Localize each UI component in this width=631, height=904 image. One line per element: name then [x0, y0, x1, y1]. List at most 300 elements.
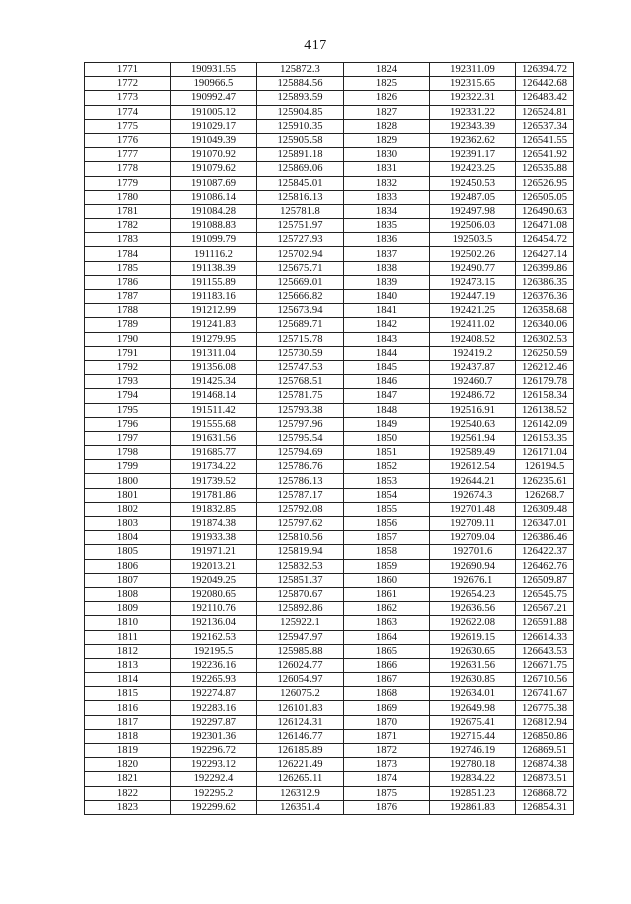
point-number-cell: 1834 [344, 204, 430, 218]
point-number-cell: 1808 [85, 587, 171, 601]
point-number-cell: 1785 [85, 261, 171, 275]
point-number-cell: 1801 [85, 488, 171, 502]
x-coordinate-cell: 191116.2 [171, 247, 257, 261]
point-number-cell: 1855 [344, 502, 430, 516]
point-number-cell: 1872 [344, 744, 430, 758]
x-coordinate-cell: 191005.12 [171, 105, 257, 119]
x-coordinate-cell: 192311.09 [430, 63, 516, 77]
point-number-cell: 1853 [344, 474, 430, 488]
y-coordinate-cell: 126614.33 [516, 630, 574, 644]
table-row [85, 431, 574, 445]
y-coordinate-cell: 126158.34 [516, 389, 574, 403]
point-number-cell: 1844 [344, 346, 430, 360]
table-row [85, 573, 574, 587]
y-coordinate-cell: 125797.96 [257, 417, 344, 431]
x-coordinate-cell: 192636.56 [430, 602, 516, 616]
y-coordinate-cell: 125816.13 [257, 190, 344, 204]
y-coordinate-cell: 126710.56 [516, 673, 574, 687]
y-coordinate-cell: 126741.67 [516, 687, 574, 701]
table-row [85, 616, 574, 630]
table-row [85, 417, 574, 431]
x-coordinate-cell: 192408.52 [430, 332, 516, 346]
y-coordinate-cell: 125673.94 [257, 304, 344, 318]
point-number-cell: 1863 [344, 616, 430, 630]
y-coordinate-cell: 126775.38 [516, 701, 574, 715]
table-row [85, 658, 574, 672]
y-coordinate-cell: 126250.59 [516, 346, 574, 360]
point-number-cell: 1775 [85, 119, 171, 133]
y-coordinate-cell: 125922.1 [257, 616, 344, 630]
x-coordinate-cell: 190992.47 [171, 91, 257, 105]
point-number-cell: 1811 [85, 630, 171, 644]
table-row [85, 148, 574, 162]
y-coordinate-cell: 126075.2 [257, 687, 344, 701]
x-coordinate-cell: 192296.72 [171, 744, 257, 758]
table-row [85, 800, 574, 814]
y-coordinate-cell: 125905.58 [257, 133, 344, 147]
point-number-cell: 1797 [85, 431, 171, 445]
point-number-cell: 1847 [344, 389, 430, 403]
x-coordinate-cell: 192676.1 [430, 573, 516, 587]
table-row [85, 162, 574, 176]
point-number-cell: 1776 [85, 133, 171, 147]
x-coordinate-cell: 192506.03 [430, 219, 516, 233]
table-row [85, 446, 574, 460]
table-row [85, 389, 574, 403]
x-coordinate-cell: 192447.19 [430, 290, 516, 304]
point-number-cell: 1803 [85, 517, 171, 531]
y-coordinate-cell: 125786.76 [257, 460, 344, 474]
table-row [85, 275, 574, 289]
table-row [85, 190, 574, 204]
x-coordinate-cell: 191088.83 [171, 219, 257, 233]
y-coordinate-cell: 126537.34 [516, 119, 574, 133]
point-number-cell: 1816 [85, 701, 171, 715]
x-coordinate-cell: 192675.41 [430, 715, 516, 729]
y-coordinate-cell: 126194.5 [516, 460, 574, 474]
x-coordinate-cell: 192450.53 [430, 176, 516, 190]
x-coordinate-cell: 192654.23 [430, 587, 516, 601]
x-coordinate-cell: 192013.21 [171, 559, 257, 573]
point-number-cell: 1804 [85, 531, 171, 545]
table-row [85, 744, 574, 758]
x-coordinate-cell: 192649.98 [430, 701, 516, 715]
table-row [85, 318, 574, 332]
y-coordinate-cell: 126471.08 [516, 219, 574, 233]
x-coordinate-cell: 191049.39 [171, 133, 257, 147]
table-row [85, 502, 574, 516]
point-number-cell: 1843 [344, 332, 430, 346]
y-coordinate-cell: 126185.89 [257, 744, 344, 758]
x-coordinate-cell: 191279.95 [171, 332, 257, 346]
coordinate-table [84, 62, 574, 815]
y-coordinate-cell: 126567.21 [516, 602, 574, 616]
table-row [85, 247, 574, 261]
x-coordinate-cell: 192634.01 [430, 687, 516, 701]
y-coordinate-cell: 125669.01 [257, 275, 344, 289]
table-row [85, 602, 574, 616]
y-coordinate-cell: 126505.05 [516, 190, 574, 204]
table-row [85, 176, 574, 190]
point-number-cell: 1806 [85, 559, 171, 573]
point-number-cell: 1827 [344, 105, 430, 119]
y-coordinate-cell: 126146.77 [257, 729, 344, 743]
point-number-cell: 1832 [344, 176, 430, 190]
y-coordinate-cell: 125727.93 [257, 233, 344, 247]
y-coordinate-cell: 125786.13 [257, 474, 344, 488]
table-row [85, 587, 574, 601]
x-coordinate-cell: 192295.2 [171, 786, 257, 800]
table-row [85, 304, 574, 318]
x-coordinate-cell: 191425.34 [171, 375, 257, 389]
table-row [85, 63, 574, 77]
table-row [85, 261, 574, 275]
page-number: 417 [304, 38, 327, 53]
y-coordinate-cell: 125904.85 [257, 105, 344, 119]
point-number-cell: 1836 [344, 233, 430, 247]
point-number-cell: 1779 [85, 176, 171, 190]
table-row [85, 715, 574, 729]
point-number-cell: 1810 [85, 616, 171, 630]
point-number-cell: 1817 [85, 715, 171, 729]
y-coordinate-cell: 125675.71 [257, 261, 344, 275]
x-coordinate-cell: 192497.98 [430, 204, 516, 218]
table-row [85, 673, 574, 687]
x-coordinate-cell: 192630.65 [430, 644, 516, 658]
y-coordinate-cell: 126509.87 [516, 573, 574, 587]
x-coordinate-cell: 192049.25 [171, 573, 257, 587]
point-number-cell: 1845 [344, 360, 430, 374]
x-coordinate-cell: 192411.02 [430, 318, 516, 332]
x-coordinate-cell: 191311.04 [171, 346, 257, 360]
y-coordinate-cell: 125832.53 [257, 559, 344, 573]
x-coordinate-cell: 191739.52 [171, 474, 257, 488]
y-coordinate-cell: 125795.54 [257, 431, 344, 445]
x-coordinate-cell: 192630.85 [430, 673, 516, 687]
x-coordinate-cell: 192274.87 [171, 687, 257, 701]
point-number-cell: 1794 [85, 389, 171, 403]
y-coordinate-cell: 125797.62 [257, 517, 344, 531]
table-row [85, 375, 574, 389]
y-coordinate-cell: 125747.53 [257, 360, 344, 374]
x-coordinate-cell: 192644.21 [430, 474, 516, 488]
x-coordinate-cell: 192631.56 [430, 658, 516, 672]
table-row [85, 77, 574, 91]
x-coordinate-cell: 190966.5 [171, 77, 257, 91]
y-coordinate-cell: 126454.72 [516, 233, 574, 247]
point-number-cell: 1772 [85, 77, 171, 91]
table-row [85, 488, 574, 502]
point-number-cell: 1815 [85, 687, 171, 701]
y-coordinate-cell: 126868.72 [516, 786, 574, 800]
point-number-cell: 1800 [85, 474, 171, 488]
y-coordinate-cell: 126347.01 [516, 517, 574, 531]
y-coordinate-cell: 126302.53 [516, 332, 574, 346]
x-coordinate-cell: 190931.55 [171, 63, 257, 77]
table-row [85, 531, 574, 545]
point-number-cell: 1842 [344, 318, 430, 332]
point-number-cell: 1820 [85, 758, 171, 772]
x-coordinate-cell: 192419.2 [430, 346, 516, 360]
x-coordinate-cell: 192343.39 [430, 119, 516, 133]
x-coordinate-cell: 192162.53 [171, 630, 257, 644]
point-number-cell: 1823 [85, 800, 171, 814]
point-number-cell: 1786 [85, 275, 171, 289]
point-number-cell: 1773 [85, 91, 171, 105]
x-coordinate-cell: 192540.63 [430, 417, 516, 431]
x-coordinate-cell: 192589.49 [430, 446, 516, 460]
point-number-cell: 1848 [344, 403, 430, 417]
x-coordinate-cell: 192780.18 [430, 758, 516, 772]
y-coordinate-cell: 126153.35 [516, 431, 574, 445]
x-coordinate-cell: 192299.62 [171, 800, 257, 814]
x-coordinate-cell: 191631.56 [171, 431, 257, 445]
point-number-cell: 1858 [344, 545, 430, 559]
point-number-cell: 1838 [344, 261, 430, 275]
point-number-cell: 1865 [344, 644, 430, 658]
y-coordinate-cell: 126212.46 [516, 360, 574, 374]
y-coordinate-cell: 126541.55 [516, 133, 574, 147]
y-coordinate-cell: 126483.42 [516, 91, 574, 105]
x-coordinate-cell: 192292.4 [171, 772, 257, 786]
x-coordinate-cell: 192622.08 [430, 616, 516, 630]
y-coordinate-cell: 125851.37 [257, 573, 344, 587]
y-coordinate-cell: 125689.71 [257, 318, 344, 332]
x-coordinate-cell: 192301.36 [171, 729, 257, 743]
point-number-cell: 1813 [85, 658, 171, 672]
point-number-cell: 1792 [85, 360, 171, 374]
point-number-cell: 1867 [344, 673, 430, 687]
y-coordinate-cell: 126591.88 [516, 616, 574, 630]
y-coordinate-cell: 125985.88 [257, 644, 344, 658]
y-coordinate-cell: 126869.51 [516, 744, 574, 758]
table-row [85, 786, 574, 800]
point-number-cell: 1837 [344, 247, 430, 261]
x-coordinate-cell: 191734.22 [171, 460, 257, 474]
point-number-cell: 1868 [344, 687, 430, 701]
x-coordinate-cell: 192701.48 [430, 502, 516, 516]
x-coordinate-cell: 191685.77 [171, 446, 257, 460]
y-coordinate-cell: 126221.49 [257, 758, 344, 772]
y-coordinate-cell: 125947.97 [257, 630, 344, 644]
point-number-cell: 1840 [344, 290, 430, 304]
y-coordinate-cell: 126854.31 [516, 800, 574, 814]
x-coordinate-cell: 191070.92 [171, 148, 257, 162]
table-row [85, 772, 574, 786]
y-coordinate-cell: 125792.08 [257, 502, 344, 516]
table-row [85, 119, 574, 133]
y-coordinate-cell: 126101.83 [257, 701, 344, 715]
point-number-cell: 1784 [85, 247, 171, 261]
y-coordinate-cell: 125869.06 [257, 162, 344, 176]
coordinate-table-body [85, 63, 574, 815]
y-coordinate-cell: 126524.81 [516, 105, 574, 119]
point-number-cell: 1861 [344, 587, 430, 601]
point-number-cell: 1781 [85, 204, 171, 218]
y-coordinate-cell: 125666.82 [257, 290, 344, 304]
x-coordinate-cell: 191781.86 [171, 488, 257, 502]
y-coordinate-cell: 125715.78 [257, 332, 344, 346]
y-coordinate-cell: 125910.35 [257, 119, 344, 133]
x-coordinate-cell: 192080.65 [171, 587, 257, 601]
y-coordinate-cell: 126312.9 [257, 786, 344, 800]
y-coordinate-cell: 126309.48 [516, 502, 574, 516]
y-coordinate-cell: 125787.17 [257, 488, 344, 502]
y-coordinate-cell: 126643.53 [516, 644, 574, 658]
point-number-cell: 1802 [85, 502, 171, 516]
table-row [85, 204, 574, 218]
x-coordinate-cell: 192293.12 [171, 758, 257, 772]
y-coordinate-cell: 125893.59 [257, 91, 344, 105]
point-number-cell: 1852 [344, 460, 430, 474]
x-coordinate-cell: 191511.42 [171, 403, 257, 417]
y-coordinate-cell: 125819.94 [257, 545, 344, 559]
y-coordinate-cell: 126358.68 [516, 304, 574, 318]
x-coordinate-cell: 192322.31 [430, 91, 516, 105]
y-coordinate-cell: 126873.51 [516, 772, 574, 786]
point-number-cell: 1788 [85, 304, 171, 318]
point-number-cell: 1850 [344, 431, 430, 445]
y-coordinate-cell: 126535.88 [516, 162, 574, 176]
point-number-cell: 1876 [344, 800, 430, 814]
x-coordinate-cell: 191138.39 [171, 261, 257, 275]
y-coordinate-cell: 126541.92 [516, 148, 574, 162]
y-coordinate-cell: 125702.94 [257, 247, 344, 261]
y-coordinate-cell: 126394.72 [516, 63, 574, 77]
x-coordinate-cell: 191099.79 [171, 233, 257, 247]
y-coordinate-cell: 126812.94 [516, 715, 574, 729]
table-row [85, 729, 574, 743]
y-coordinate-cell: 126422.37 [516, 545, 574, 559]
point-number-cell: 1799 [85, 460, 171, 474]
x-coordinate-cell: 191832.85 [171, 502, 257, 516]
point-number-cell: 1814 [85, 673, 171, 687]
point-number-cell: 1835 [344, 219, 430, 233]
point-number-cell: 1782 [85, 219, 171, 233]
y-coordinate-cell: 126340.06 [516, 318, 574, 332]
point-number-cell: 1821 [85, 772, 171, 786]
table-row [85, 559, 574, 573]
point-number-cell: 1822 [85, 786, 171, 800]
x-coordinate-cell: 192487.05 [430, 190, 516, 204]
point-number-cell: 1807 [85, 573, 171, 587]
point-number-cell: 1789 [85, 318, 171, 332]
point-number-cell: 1828 [344, 119, 430, 133]
y-coordinate-cell: 126874.38 [516, 758, 574, 772]
x-coordinate-cell: 192110.76 [171, 602, 257, 616]
y-coordinate-cell: 126054.97 [257, 673, 344, 687]
x-coordinate-cell: 192423.25 [430, 162, 516, 176]
table-row [85, 687, 574, 701]
x-coordinate-cell: 192391.17 [430, 148, 516, 162]
x-coordinate-cell: 192362.62 [430, 133, 516, 147]
x-coordinate-cell: 192709.04 [430, 531, 516, 545]
table-row [85, 332, 574, 346]
point-number-cell: 1798 [85, 446, 171, 460]
point-number-cell: 1780 [85, 190, 171, 204]
y-coordinate-cell: 126442.68 [516, 77, 574, 91]
y-coordinate-cell: 126376.36 [516, 290, 574, 304]
table-row [85, 701, 574, 715]
x-coordinate-cell: 191155.89 [171, 275, 257, 289]
point-number-cell: 1825 [344, 77, 430, 91]
point-number-cell: 1859 [344, 559, 430, 573]
point-number-cell: 1783 [85, 233, 171, 247]
x-coordinate-cell: 192195.5 [171, 644, 257, 658]
y-coordinate-cell: 125891.18 [257, 148, 344, 162]
table-row [85, 219, 574, 233]
table-row [85, 630, 574, 644]
point-number-cell: 1874 [344, 772, 430, 786]
table-row [85, 346, 574, 360]
table-row [85, 758, 574, 772]
point-number-cell: 1862 [344, 602, 430, 616]
x-coordinate-cell: 191212.99 [171, 304, 257, 318]
x-coordinate-cell: 191086.14 [171, 190, 257, 204]
y-coordinate-cell: 125872.3 [257, 63, 344, 77]
point-number-cell: 1826 [344, 91, 430, 105]
x-coordinate-cell: 191087.69 [171, 176, 257, 190]
y-coordinate-cell: 126235.61 [516, 474, 574, 488]
point-number-cell: 1818 [85, 729, 171, 743]
x-coordinate-cell: 191241.83 [171, 318, 257, 332]
x-coordinate-cell: 192473.15 [430, 275, 516, 289]
y-coordinate-cell: 126265.11 [257, 772, 344, 786]
x-coordinate-cell: 192315.65 [430, 77, 516, 91]
y-coordinate-cell: 126142.09 [516, 417, 574, 431]
point-number-cell: 1830 [344, 148, 430, 162]
point-number-cell: 1809 [85, 602, 171, 616]
x-coordinate-cell: 192490.77 [430, 261, 516, 275]
point-number-cell: 1791 [85, 346, 171, 360]
x-coordinate-cell: 191183.16 [171, 290, 257, 304]
y-coordinate-cell: 125751.97 [257, 219, 344, 233]
y-coordinate-cell: 125768.51 [257, 375, 344, 389]
point-number-cell: 1854 [344, 488, 430, 502]
x-coordinate-cell: 191971.21 [171, 545, 257, 559]
y-coordinate-cell: 125793.38 [257, 403, 344, 417]
x-coordinate-cell: 191356.08 [171, 360, 257, 374]
x-coordinate-cell: 191933.38 [171, 531, 257, 545]
y-coordinate-cell: 126179.78 [516, 375, 574, 389]
x-coordinate-cell: 192861.83 [430, 800, 516, 814]
table-row [85, 233, 574, 247]
x-coordinate-cell: 192421.25 [430, 304, 516, 318]
point-number-cell: 1875 [344, 786, 430, 800]
y-coordinate-cell: 126671.75 [516, 658, 574, 672]
table-row [85, 403, 574, 417]
table-row [85, 91, 574, 105]
point-number-cell: 1771 [85, 63, 171, 77]
point-number-cell: 1819 [85, 744, 171, 758]
x-coordinate-cell: 192561.94 [430, 431, 516, 445]
y-coordinate-cell: 126124.31 [257, 715, 344, 729]
y-coordinate-cell: 125781.8 [257, 204, 344, 218]
point-number-cell: 1774 [85, 105, 171, 119]
y-coordinate-cell: 125870.67 [257, 587, 344, 601]
y-coordinate-cell: 126386.35 [516, 275, 574, 289]
x-coordinate-cell: 192746.19 [430, 744, 516, 758]
table-row [85, 644, 574, 658]
y-coordinate-cell: 126545.75 [516, 587, 574, 601]
point-number-cell: 1805 [85, 545, 171, 559]
point-number-cell: 1831 [344, 162, 430, 176]
point-number-cell: 1846 [344, 375, 430, 389]
y-coordinate-cell: 125730.59 [257, 346, 344, 360]
point-number-cell: 1860 [344, 573, 430, 587]
table-row [85, 133, 574, 147]
point-number-cell: 1778 [85, 162, 171, 176]
